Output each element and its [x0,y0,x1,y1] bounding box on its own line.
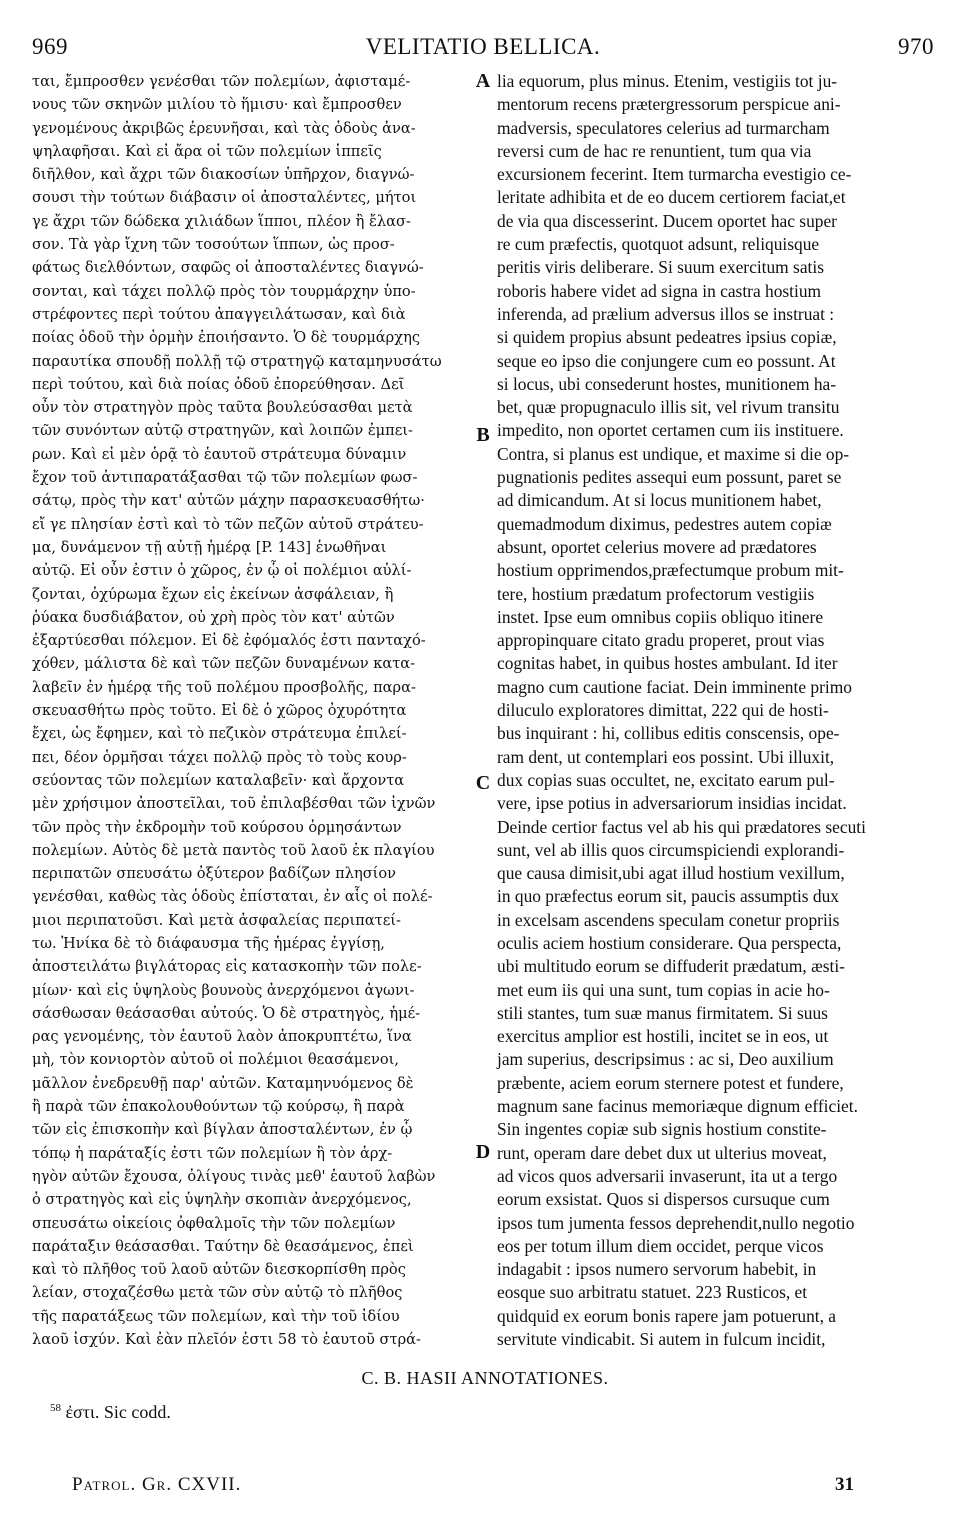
greek-text-line: σον. Τὰ γὰρ ἴχνη τῶν τοσούτων ἵππων, ὡς προσ- [32,236,395,254]
latin-text-line: mentorum recens prætergressorum perspicue ani- [497,94,841,115]
greek-text-line: σάσθωσαν θεάσασθαι αὐτούς. Ὁ δὲ στρατηγὸς, ἡμέ- [32,1004,421,1022]
greek-text-line: νους τῶν σκηνῶν μιλίου τὸ ἥμισυ· καὶ ἔμπροσθεν [32,96,402,114]
greek-text-line: ἐξαρτύεσθαι πόλεμον. Εἰ δὲ ἐφόμαλός ἐστι πανταχό- [32,632,426,650]
latin-text-line: jam superius, descripsimus : ac si, Deo auxilium [497,1049,834,1070]
latin-text-line: ad dimicandum. At si locus munitionem habet, [497,490,822,511]
latin-text-line: quidquid ex eorum bonis rapere jam potuerunt, a [497,1305,837,1326]
latin-text-line: magno cum cautione faciat. Dein imminente primo [497,676,852,697]
margin-marker-b: B [476,424,490,446]
latin-text-line: appropinquare citato gradu properet, prout vias [497,630,825,651]
latin-text-line: si quidem propius absunt pedeatres ipsius copiæ, [497,327,837,348]
greek-text-line: σουσι τὴν τούτων διάβασιν οἱ ἀποσταλέντες, μήτοι [32,189,417,207]
latin-text-line: excursionem fecerint. Item turmarcha evestigio ce- [497,164,852,185]
latin-text-line: inferenda, ad prælium adversus illos se instruat : [497,303,835,324]
greek-text-line: ὁ στρατηγὸς καὶ εἰς ὑψηλὴν σκοπιὰν ἀνερχόμενος, [32,1191,412,1209]
footnote-text: ἐστι. Sic codd. [61,1402,171,1422]
latin-text-line: cognitas habet, in quibus hostes ambulant. Id iter [497,653,838,674]
latin-text-line: reversi cum de hac re renuntient, tum qua via [497,140,812,161]
latin-text-line: lia equorum, plus minus. Etenim, vestigiis tot ju- [497,71,838,91]
latin-text-line: sunt, vel ab illis quos circumspiciendi explorandi- [497,839,845,860]
greek-text-line: τόπῳ ἡ παράταξίς ἐστι τῶν πολεμίων ἢ τὸν ἀρχ- [32,1144,393,1162]
latin-text-line: servitute vindicabit. Si autem in fulcum incidit, [497,1329,826,1350]
volume-reference: Patrol. Gr. CXVII. [72,1474,242,1495]
greek-text-line: αὐτῷ. Εἰ οὖν ἐστιν ὁ χῶρος, ἐν ᾧ οἱ πολέμιοι αὐλί- [32,562,412,580]
latin-text-line: magnum sane facinus memoriæque dignum efficiet. [497,1096,858,1117]
latin-text-line: eosque suo arbitratu statuet. 223 Rusticos, et [497,1282,808,1303]
greek-text-line: περὶ τούτου, καὶ διὰ ποίας ὁδοῦ ἐπορεύθησαν. Δεῖ [32,375,405,393]
latin-text-line: roboris habere videt ad signa in castra hostium [497,280,822,301]
greek-text-line: τῶν συνόντων αὐτῷ στρατηγῶν, καὶ λοιπῶν ἐμπει- [32,422,413,440]
latin-text-line: bet, quæ propugnaculo illis sit, vel rivum transitu [497,397,840,418]
latin-text-line: ram dent, ut contemplari eos possint. Ubi illuxit, [497,746,835,767]
latin-text-line: in excelsam ascendens speculam conetur propriis [497,909,840,930]
greek-text-line: μα, δυνάμενον τῇ αὐτῇ ἡμέρᾳ [P. 143] ἑνωθῆναι [32,538,387,556]
greek-text-line: γενέσθαι, καθὼς τὰς ὁδοὺς ἐπίσταται, ἐν αἷς οἱ πολέ- [32,888,433,906]
latin-text-line: in quo præfectus eorum sit, paucis assumptis dux [497,886,839,907]
latin-text-line: re cum præfectis, quotquot adsunt, reliquisque [497,234,820,255]
footnote [50,1402,171,1423]
latin-text-line: hostium opprimendos,præfectumque probum mit- [497,560,844,581]
greek-text-line: σκευασθήτω πρὸς τοῦτο. Εἰ δὲ ὁ χῶρος ὀχυρότητα [32,702,407,720]
greek-text-line: καὶ τὸ πλῆθος τοῦ λαοῦ αὐτῶν διεσκορπίσθη πρὸς [32,1261,406,1279]
latin-text-column [497,70,937,1350]
page-title: VELITATIO BELLICA. [365,34,601,59]
latin-text-line: vere, ipse potius in adversariorum insidias incidat. [497,793,847,814]
latin-text-line: de via qua discesserint. Ducem oportet hac super [497,210,837,231]
greek-text-line: ται, ἔμπροσθεν γενέσθαι τῶν πολεμίων, ἀφισταμέ- [32,73,411,90]
latin-text-line: exercitus amplior est hostili, incitet se in eos, ut [497,1026,829,1047]
latin-text-line: diluculo exploratores dimittat, 222 qui de hosti- [497,700,829,721]
greek-text-line: σάτῳ, πρὸς τὴν κατ' αὐτῶν μάχην παρασκευασθήτω· [32,492,425,510]
latin-text-line: pugnationis pedites assequi eum possunt, paret se [497,467,842,488]
greek-text-line: πει, δέον ὁρμῆσαι τάχει πολλῷ πρὸς τὸ τοὺς κουρ- [32,748,407,766]
greek-text-line: ἔχον τοῦ ἀντιπαρατάξασθαι τῷ τῶν πολεμίων φωσ- [32,469,418,487]
greek-text-line: στρέφοντες περὶ τούτου ἀπαγγειλάτωσαν, καὶ διὰ [32,305,406,323]
latin-text-line: instet. Ipse eum omnibus copiis obliquo itinere [497,606,824,627]
running-head [32,34,934,66]
latin-text-line: Contra, si planus est undique, et maxime si die op- [497,443,850,464]
latin-text-line: absunt, oportet celerius movere ad prædatores [497,536,817,557]
latin-text-line: Sin ingentes copiæ sub signis hostium constite- [497,1119,827,1140]
greek-text-line: λαοῦ ἰσχύν. Καὶ ἐὰν πλεῖόν ἐστι 58 τὸ ἑαυτοῦ στρά- [32,1331,421,1349]
greek-text-line: μᾶλλον ἐνεδρευθῇ παρ' αὐτῶν. Καταμηνυόμενος δὲ [32,1074,414,1092]
greek-text-line: λείαν, στοχαζέσθω μετὰ τῶν σὺν αὐτῷ τὸ πλῆθος [32,1284,403,1302]
latin-text-line: ipsos tum jumenta fessos deprehendit,nullo negotio [497,1212,855,1233]
greek-text-line: ρων. Καὶ εἰ μὲν ὁρᾷ τὸ ἑαυτοῦ στράτευμα δύναμιν [32,445,407,463]
greek-text-line: τω. Ἡνίκα δὲ τὸ διάφαυσμα τῆς ἡμέρας ἐγγίσῃ, [32,934,385,952]
greek-text-line: ζονται, ὀχύρωμα ἔχων εἰς ἐκείνων ἀσφάλειαν, ἢ [32,585,394,603]
greek-text-column [32,70,478,1349]
greek-text-line: μίων· καὶ εἰς ὑψηλοὺς βουνοὺς ἀνερχόμενοι ἀγωνι- [32,981,415,999]
latin-text-line: ad vicos quos adversarii invaserunt, ita ut a tergo [497,1165,838,1186]
greek-text-line: ἔχει, ὡς ἔφημεν, καὶ τὸ πεζικὸν στράτευμα ἐπιλεί- [32,725,407,743]
latin-text-line: que causa dimisit,ubi agat illud hostium vexillum, [497,863,845,884]
greek-text-line: μὲν χρήσιμον ἀποστεῖλαι, τοῦ ἐπιλαβέσθαι τῶν ἰχνῶν [32,795,436,813]
signature-number: 31 [835,1474,854,1495]
latin-text-line: quemadmodum diximus, pedestres autem copiæ [497,513,832,534]
greek-text-line: λαβεῖν ἐν ἡμέρᾳ τῆς τοῦ πολέμου προσβολῆς, παρα- [32,678,416,696]
greek-text-line: γενομένους ἀκριβῶς ἐρευνῆσαι, καὶ τὰς ὁδοὺς ἀνα- [32,119,416,137]
latin-text-line: bus inquirant : hi, collibus editis conscensis, ope- [497,723,840,744]
latin-text-line: impedito, non oportet certamen cum iis instituere. [497,420,844,441]
greek-text-line: εἴ γε πλησίαν ἐστὶ καὶ τὸ τῶν πεζῶν αὐτοῦ στράτευ- [32,515,424,533]
greek-text-line: γε ἄχρι τῶν δώδεκα χιλιάδων ἵπποι, πλέον ἢ ἔλασ- [32,212,411,230]
greek-text-line: διῆλθον, καὶ ἄχρι τῶν διακοσίων ὑπῆρχον, διαγνώ- [32,166,415,184]
greek-text-line: ηγὸν αὐτῶν ἔχουσα, ὀλίγους τινὰς μεθ' ἑαυτοῦ λαβὼν [32,1167,436,1185]
greek-text-line: οὖν τὸν στρατηγὸν πρὸς ταῦτα βουλεύσασθαι μετὰ [32,399,413,417]
greek-text-line: παραυτίκα σπουδῇ πολλῇ τῷ στρατηγῷ καταμηνυσάτω [32,352,442,370]
footnote-number: 58 [50,1402,61,1414]
greek-text-line: σονται, καὶ τάχει πολλῷ πρὸς τὸν τουρμάρχην ὑπο- [32,282,416,300]
greek-text-line: ῥύακα δυσδιάβατον, οὐ χρὴ πρὸς τὸν κατ' αὐτῶν [32,608,395,626]
latin-text-line: eorum exsistat. Quos si dispersos cursuque cum [497,1189,830,1210]
latin-text-line: seque eo ipso die conjungere cum eo possunt. At [497,350,836,371]
greek-text-line: ρας γενομένης, τὸν ἑαυτοῦ λαὸν ἀποκρυπτέτω, ἵνα [32,1028,412,1046]
greek-text-line: ἀποστειλάτω βιγλάτορας εἰς κατασκοπὴν τῶν πολε- [32,958,422,976]
greek-text-line: μὴ, τὸν κονιορτὸν αὐτοῦ οἱ πολέμιοι θεασάμενοι, [32,1051,399,1069]
greek-text-line: ψηλαφῆσαι. Καὶ εἰ ἄρα οἱ τῶν πολεμίων ἱππεῖς [32,142,382,160]
latin-text-line: runt, operam dare debet dux ut ulterius moveat, [497,1142,827,1163]
greek-text-line: ἢ παρὰ τῶν ἐπακολουθούντων τῷ κούρσῳ, ἢ παρὰ [32,1098,405,1116]
greek-text-line: παράταξιν θεάσασθαι. Ταύτην δὲ θεασάμενος, ἐπεὶ [32,1237,414,1255]
latin-text-line: dux copias suas occultet, ne, excitato earum pul- [497,769,835,790]
greek-text-line: τῶν πρὸς τὴν ἐκδρομὴν τοῦ κούρσου ὁρμησάντων [32,818,402,836]
latin-text-line: peritis viris deliberare. Si suum exercitum satis [497,257,824,278]
greek-text-line: τῆς παρατάξεως τῶν πολεμίων, καὶ τὴν τοῦ ἰδίου [32,1307,400,1325]
latin-text-line: eos per totum illum diem occidet, perque vicos [497,1235,824,1256]
page-number-right: 970 [898,34,934,59]
latin-text-line: leritate adhibita et de eo ducem certiorem faciat,et [497,187,846,208]
latin-text-line: præbente, aciem eorum sternere potest et fundere, [497,1072,844,1093]
page-number-left: 969 [32,34,68,59]
annotations-heading: C. B. HASII ANNOTATIONES. [361,1368,609,1388]
greek-text-line: πολεμίων. Αὐτὸς δὲ μετὰ παντὸς τοῦ λαοῦ ἐκ πλαγίου [32,841,435,859]
latin-text-line: si locus, ubi consederunt hostes, munitionem ha- [497,373,837,394]
greek-text-line: περιπατῶν σπευσάτω ὀξύτερον βαδίζων πλησίον [32,865,397,883]
greek-text-line: ποίας ὁδοῦ τὴν ὁρμὴν ἐποιήσαντο. Ὁ δὲ τουρμάρχης [32,329,420,347]
latin-text-line: ubi multitudo eorum se diffuderit prædatum, æsti- [497,956,845,977]
margin-marker-d: D [475,1141,491,1163]
greek-text-line: χόθεν, μάλιστα δὲ καὶ τῶν πεζῶν δυναμένων κατα- [32,655,416,673]
latin-text-line: stili stantes, tum suæ manus firmitatem. Si suus [497,1002,828,1023]
greek-text-line: σεύοντας τῶν πολεμίων καταλαβεῖν· καὶ ἄρχοντα [32,771,405,789]
latin-text-line: madversis, speculatores celerius ad turmarcham [497,117,830,138]
greek-text-line: φάτως διελθόντων, σαφῶς οἱ ἀποσταλέντες διαγνώ- [32,259,424,277]
latin-text-line: tere, hostium prædatum profectorum vestigiis [497,583,815,604]
greek-text-line: μιοι περιπατοῦσι. Καὶ μετὰ ἀσφαλείας περιπατεί- [32,911,401,929]
latin-text-line: oculis aciem hostium considerare. Qua perspecta, [497,932,842,953]
latin-text-line: met eum iis qui una sunt, tum copias in acie ho- [497,979,830,1000]
latin-text-line: Deinde certior factus vel ab his qui prædatores secuti [497,816,866,837]
greek-text-line: σπευσάτω οἰκείοις ὀφθαλμοῖς τὴν τῶν πολεμίων [32,1214,396,1232]
margin-marker-a: A [475,70,491,92]
margin-marker-c: C [475,772,491,794]
greek-text-line: τῶν εἰς ἐπισκοπὴν καὶ βίγλαν ἀποσταλέντων, ἐν ᾧ [32,1121,413,1139]
latin-text-line: indagabit : ipsos numero servorum habebit, in [497,1259,817,1280]
